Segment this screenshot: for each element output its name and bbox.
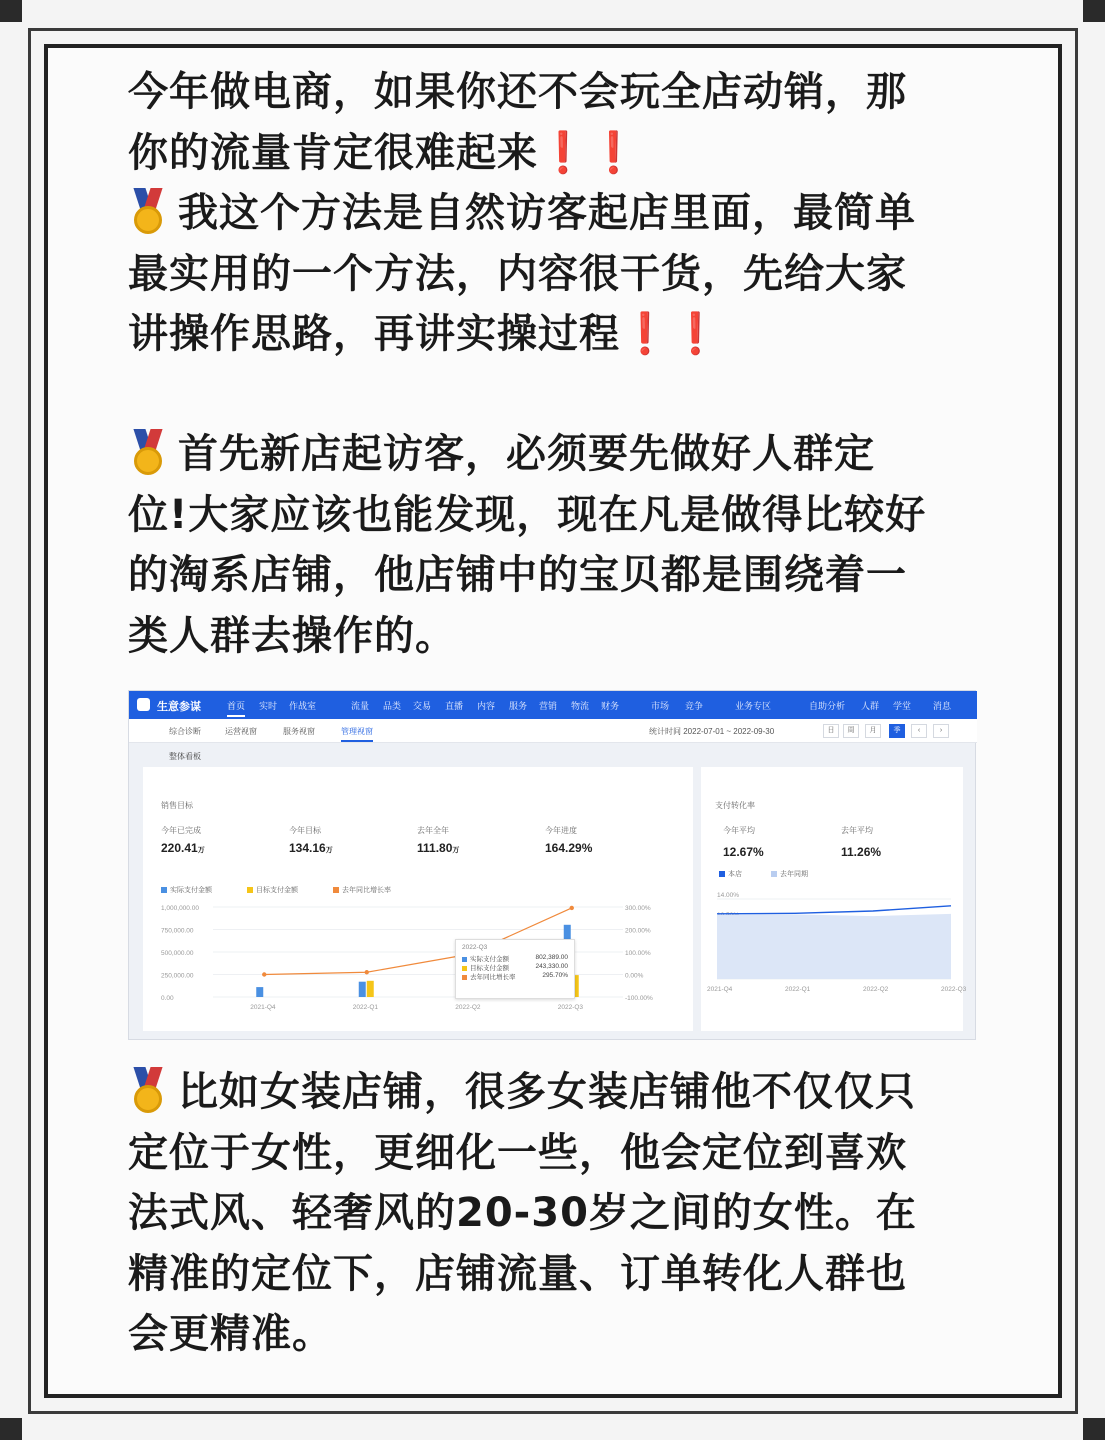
nav-item[interactable]: 人群 [861, 701, 880, 711]
text-line: 今年做电商，如果你还不会玩全店动销，那 [128, 69, 907, 115]
y-tick-label: 250,000.00 [161, 972, 194, 980]
bar-actual [359, 982, 366, 997]
date-range: 统计时间 2022-07-01 ~ 2022-09-30 [649, 727, 775, 736]
nav-item[interactable]: 直播 [445, 701, 464, 711]
text-span: 讲操作思路，再讲实操过程 [128, 311, 620, 357]
conversion-chart [701, 767, 967, 1031]
metric-label: 去年全年 [417, 826, 449, 835]
corner-bottom-left [0, 1418, 22, 1440]
legend-item: 去年同期 [771, 869, 808, 879]
growth-point [570, 906, 574, 910]
tooltip-row: 实际支付金额 802,389.00 [462, 954, 568, 963]
y-tick-label: 14.00% [717, 892, 740, 899]
text-line: 位!大家应该也能发现，现在凡是做得比较好 [128, 491, 927, 538]
text-line [128, 424, 978, 485]
text-line [128, 123, 978, 184]
nav-item[interactable]: 流量 [351, 701, 370, 711]
text-line [128, 1062, 978, 1123]
y-tick-label: 750,000.00 [161, 927, 194, 935]
section-title: 整体看板 [169, 752, 201, 761]
y-tick-label: 0.00 [161, 995, 174, 1002]
nav-item[interactable]: 服务 [509, 701, 528, 711]
medal-icon [128, 188, 168, 234]
nav-item[interactable]: 交易 [413, 701, 432, 711]
metric-value: 164.29% [545, 841, 593, 855]
nav-item[interactable]: 内容 [477, 701, 496, 711]
bar-target [367, 981, 374, 997]
corner-top-left [0, 0, 22, 22]
corner-top-right [1083, 0, 1105, 22]
x-tick-label: 2022-Q1 [785, 986, 811, 993]
metric-label: 去年平均 [841, 826, 873, 835]
y2-tick-label: 300.00% [625, 905, 651, 912]
text-line [128, 304, 978, 365]
text-line: 会更精准。 [128, 1311, 333, 1357]
legend-item: 去年同比增长率 [333, 885, 391, 895]
text-line: 定位于女性，更细化一些，他会定位到喜欢 [128, 1129, 907, 1176]
nav-item[interactable]: 品类 [383, 701, 402, 711]
text-span: 首先新店起访客，必须要先做好人群定 [178, 431, 875, 477]
dashboard-screenshot [128, 690, 976, 1040]
prev-icon[interactable]: ‹ [911, 724, 927, 738]
x-tick-label: 2021-Q4 [707, 986, 733, 993]
text-span: 你的流量肯定很难起来 [128, 129, 538, 176]
text-line [128, 183, 978, 244]
growth-point [365, 970, 369, 974]
x-tick-label: 2022-Q3 [941, 986, 967, 993]
metric-label: 今年已完成 [161, 826, 201, 835]
period-week-button[interactable]: 周 [843, 724, 859, 738]
nav-item[interactable]: 物流 [571, 701, 590, 711]
x-tick-label: 2022-Q2 [863, 986, 889, 993]
card-title: 支付转化率 [715, 801, 755, 810]
nav-item[interactable]: 财务 [601, 701, 620, 711]
nav-item[interactable]: 竞争 [685, 701, 704, 711]
sales-chart [143, 767, 693, 1031]
y2-tick-label: -100.00% [625, 995, 653, 1002]
metric-label: 今年平均 [723, 826, 755, 835]
y-tick-label: 500,000.00 [161, 950, 194, 957]
logo-icon [137, 698, 150, 711]
exclamation-icon: ❗️❗️ [538, 129, 640, 176]
metric-value: 220.41万 [161, 841, 205, 855]
text-span: 比如女装店铺，很多女装店铺他不仅仅只 [178, 1069, 916, 1115]
card-title: 销售目标 [161, 801, 193, 810]
nav-item[interactable]: 学堂 [893, 701, 912, 711]
x-tick-label: 2022-Q1 [352, 1004, 379, 1011]
this-year-line [717, 906, 951, 914]
tooltip-row: 去年同比增长率 295.70% [462, 972, 568, 981]
sales-target-card [143, 767, 693, 1031]
subnav-item[interactable]: 服务视窗 [283, 727, 315, 736]
corner-bottom-right [1083, 1418, 1105, 1440]
next-icon[interactable]: › [933, 724, 949, 738]
paragraph-intro [128, 62, 978, 365]
y2-tick-label: 0.00% [625, 972, 644, 980]
x-tick-label: 2022-Q2 [455, 1004, 481, 1011]
tooltip-title: 2022-Q3 [462, 944, 488, 951]
subnav-item[interactable]: 综合诊断 [169, 727, 201, 736]
y2-tick-label: 100.00% [625, 950, 651, 957]
metric-value: 134.16万 [289, 841, 333, 855]
subnav-item[interactable]: 运营视窗 [225, 727, 257, 736]
nav-item[interactable]: 营销 [539, 701, 558, 711]
metric-label: 今年进度 [545, 826, 577, 835]
legend-item: 实际支付金额 [161, 885, 212, 895]
y-tick-label: 1,000,000.00 [161, 905, 199, 912]
metric-value: 12.67% [723, 845, 764, 859]
legend-item: 目标支付金额 [247, 885, 298, 895]
subnav-item[interactable]: 管理视窗 [341, 726, 373, 742]
text-span: 我这个方法是自然访客起店里面，最简单 [178, 190, 916, 236]
nav-item[interactable]: 自助分析 [809, 701, 846, 711]
nav-item[interactable]: 消息 [933, 701, 952, 711]
medal-icon [128, 1067, 168, 1113]
exclamation-icon: ❗️❗️ [620, 311, 722, 357]
x-tick-label: 2021-Q4 [250, 1004, 276, 1011]
period-quarter-button[interactable]: 季 [889, 724, 905, 738]
text-line: 法式风、轻奢风的20-30岁之间的女性。在 [128, 1190, 917, 1236]
dashboard-subnav [129, 719, 977, 743]
nav-item[interactable]: 作战室 [289, 701, 317, 711]
text-line: 精准的定位下，店铺流量、订单转化人群也 [128, 1250, 907, 1297]
x-tick-label: 2022-Q3 [557, 1004, 584, 1011]
nav-item[interactable]: 首页 [227, 699, 245, 717]
brand-name: 生意参谋 [157, 701, 201, 713]
metric-value: 111.80万 [417, 841, 460, 855]
medal-icon [128, 429, 168, 475]
conversion-card [701, 767, 967, 1031]
nav-item[interactable]: 业务专区 [735, 701, 772, 711]
paragraph-positioning [128, 424, 978, 666]
last-year-area [717, 914, 951, 979]
legend-item: 本店 [719, 869, 742, 879]
text-line: 的淘系店铺，他店铺中的宝贝都是围绕着一 [128, 552, 907, 598]
metric-value: 11.26% [841, 845, 882, 859]
text-line: 最实用的一个方法，内容很干货，先给大家 [128, 250, 907, 297]
text-line: 类人群去操作的。 [128, 612, 456, 659]
dashboard-topbar [129, 691, 977, 719]
tooltip-row: 目标支付金额 243,330.00 [462, 963, 568, 972]
growth-point [262, 972, 266, 976]
period-month-button[interactable]: 月 [865, 724, 881, 738]
metric-label: 今年目标 [289, 826, 321, 835]
nav-item[interactable]: 实时 [259, 701, 278, 711]
y2-tick-label: 200.00% [625, 927, 651, 935]
nav-item[interactable]: 市场 [651, 701, 670, 711]
paragraph-example [128, 1062, 978, 1365]
period-day-button[interactable]: 日 [823, 724, 839, 738]
bar-actual [256, 987, 263, 997]
chart-tooltip [455, 939, 575, 999]
